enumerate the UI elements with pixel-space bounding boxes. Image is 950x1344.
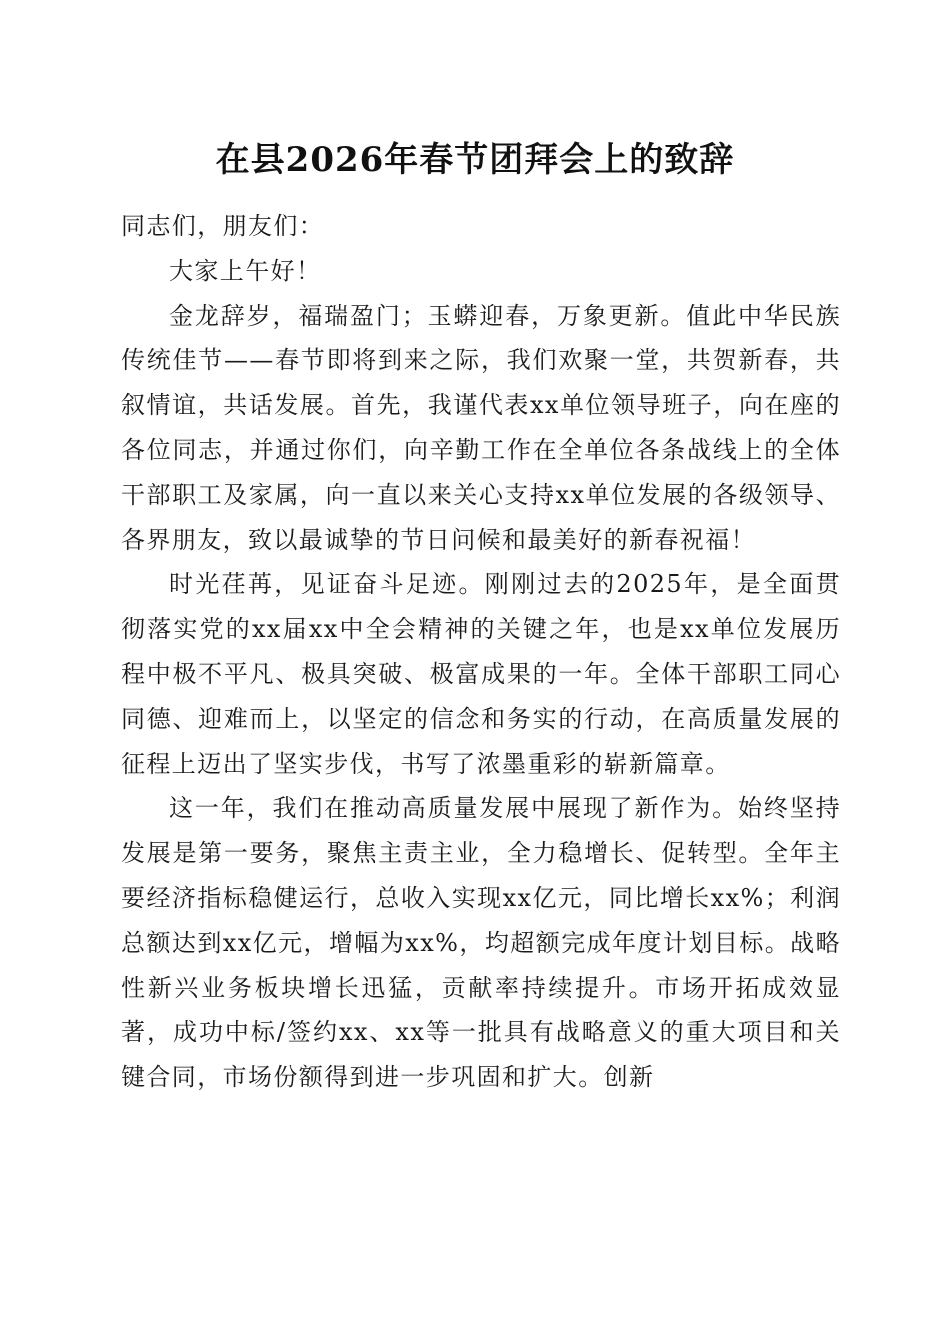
salutation: 同志们，朋友们： (121, 212, 325, 240)
paragraph-achievements: 这一年，我们在推动高质量发展中展现了新作为。始终坚持发展是第一要务，聚焦主责主业，全力稳增长、促转型。全年主要经济指标稳健运行，总收入实现xx亿元，同比增长xx%；利润总额达到xx亿元，增幅为xx%，均超额完成年度计划目标。战略性新兴业务板块增长迅猛，贡献率持续提升。市场开拓成效显著，成功中标/签约xx、xx等一批具有战略意义的重大项目和关键合同，市场份额得到进一步巩固和扩大。创新 (121, 794, 841, 1092)
document-title: 在县2026年春节团拜会上的致辞 (215, 140, 735, 180)
paragraph-new-year-wishes: 金龙辞岁，福瑞盈门；玉蟒迎春，万象更新。值此中华民族传统佳节——春节即将到来之际，我们欢聚一堂，共贺新春，共叙情谊，共话发展。首先，我谨代表xx单位领导班子，向在座的各位同志，并通过你们，向辛勤工作在全单位各条战线上的全体干部职工及家属，向一直以来关心支持xx单位发展的各级领导、各界朋友，致以最诚挚的节日问候和最美好的新春祝福！ (121, 301, 841, 554)
document-body (121, 204, 841, 1100)
paragraph-year-review: 时光荏苒，见证奋斗足迹。刚刚过去的2025年，是全面贯彻落实党的xx届xx中全会精神的关键之年，也是xx单位发展历程中极不平凡、极具突破、极富成果的一年。全体干部职工同心同德、迎难而上，以坚定的信念和务实的行动，在高质量发展的征程上迈出了坚实步伐，书写了浓墨重彩的崭新篇章。 (121, 570, 841, 778)
paragraph-greeting: 大家上午好！ (169, 256, 322, 285)
